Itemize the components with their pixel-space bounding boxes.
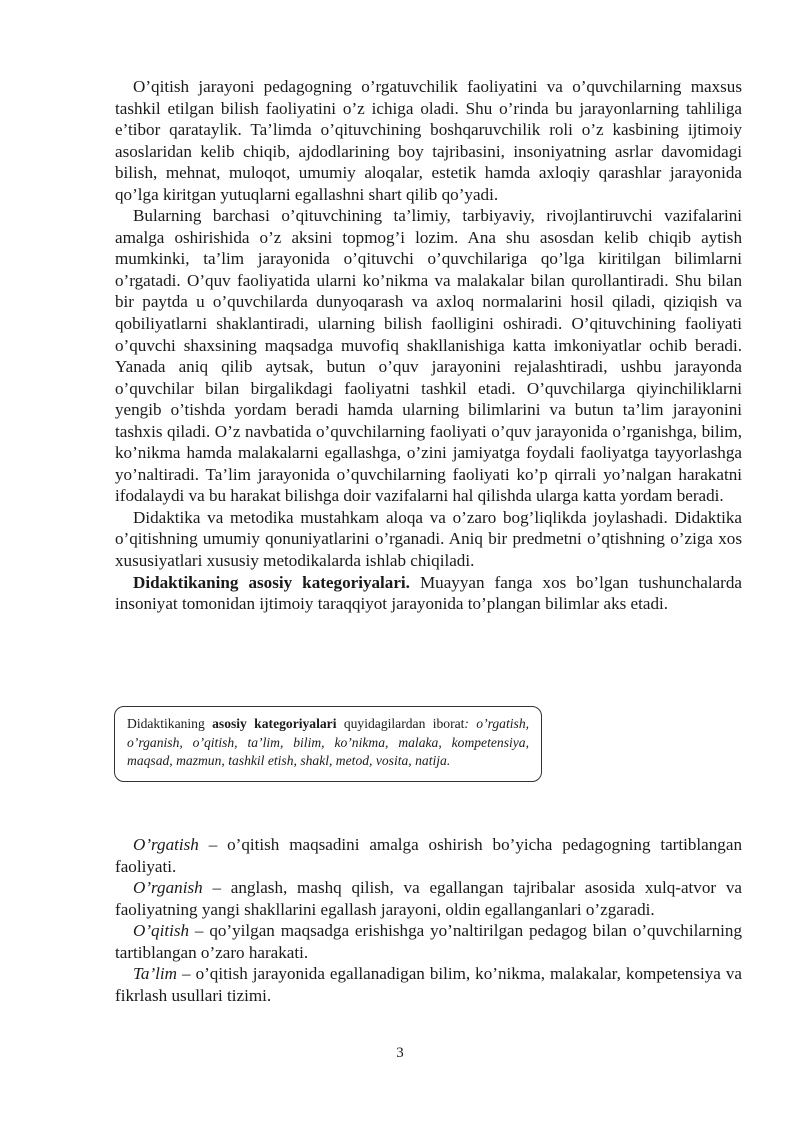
definition-text: – o’qitish maqsadini amalga oshirish bo’yicha pedagogning tartiblangan faoliyati. <box>115 835 742 876</box>
definition-item <box>115 920 742 963</box>
callout-colon: : <box>464 716 469 731</box>
definition-item <box>115 877 742 920</box>
section-text: Muayyan fanga xos bo’lgan tushunchalarda insoniyat tomonidan ijtimoiy taraqqiyot jarayonida to’plangan bilimlar aks etadi. <box>115 572 742 614</box>
body-text <box>115 76 742 615</box>
callout-bold-term: asosiy kategoriyalari <box>212 716 337 731</box>
section-heading: Didaktikaning asosiy kategoriyalari. <box>133 572 410 592</box>
categories-callout-box <box>114 706 542 782</box>
definition-term: Ta’lim <box>133 964 178 983</box>
definitions-list <box>115 834 742 1006</box>
definition-item <box>115 963 742 1006</box>
paragraph-2: Bularning barchasi o’qituvchining ta’limiy, tarbiyaviy, rivojlantiruvchi vazifalarini amalga oshirishida o’z aksini topmog’i lozim. Ana shu asosdan kelib chiqib aytish mumkinki, ta’lim jarayonida o’qituvchi o’quvchilariga qo’lga kiritilgan bilimlarni o’rgatadi. O’quv faoliyatida ularni ko’nikma va malakalar bilan qurollantiradi. Shu bilan bir paytda u o’quvchilarda dunyoqarash va axloq normalarini hosil qiladi, qiziqish va qobiliyatlarni shaklantiradi, ularning bilish faolligini oshiradi. O’qituvchining faoliyati o’quvchi shaxsining maqsadga muvofiq shakllanishiga katta imkoniyatlar ochib beradi. Yanada aniq qilib aytsak, butun o’quv jarayonini rejalashtiradi, ushbu jarayonda o’quvchilar bilan birgalikdagi faoliyatni tashkil etadi. O’quvchilarga qiyinchiliklarni yengib o’tishda yordam beradi hamda ularning bilimlarini va butun ta’lim jarayonini tashxis qiladi. O’z navbatida o’quvchilarning faoliyati o’quv jarayonida o’rganishga, bilim, ko’nikma hamda malakalarni egallashga, o’zini jamiyatga foydali faoliyatga tayyorlashga yo’naltiradi. Ta’lim jarayonida o’quvchilarning faoliyati ko’p qirrali yo’nalgan harakatni ifodalaydi va bu harakat bilishga doir vazifalarni hal qilishda ularga katta yordam beradi. <box>115 206 742 506</box>
callout-lead: Didaktikaning <box>127 716 213 731</box>
definition-term: O’qitish <box>133 921 190 940</box>
definition-text: – o’qitish jarayonida egallanadigan bilim, ko’nikma, malakalar, kompetensiya va fikrlash usullari tizimi. <box>115 964 742 1005</box>
page-number: 3 <box>396 1045 404 1061</box>
definition-text: – anglash, mashq qilish, va egallangan tajribalar asosida xulq-atvor va faoliyatning yangi shakllarini egallash jarayoni, oldin egallanganlari o’zgaradi. <box>115 878 742 919</box>
callout-category-list: o’rgatish, o’rganish, o’qitish, ta’lim, bilim, ko’nikma, malaka, kompetensiya, maqsad, mazmun, tashkil etish, shakl, metod, vosita, natija. <box>127 716 530 769</box>
definition-term: O’rgatish <box>133 835 199 854</box>
callout-tail: quyidagilardan iborat <box>336 716 465 731</box>
definition-item <box>115 834 742 877</box>
section-paragraph <box>115 572 742 615</box>
definition-term: O’rganish <box>133 878 203 897</box>
paragraph-3: Didaktika va metodika mustahkam aloqa va o’zaro bog’liqlikda joylashadi. Didaktika o’qitishning umumiy qonuniyatlarini o’rganadi. Aniq bir predmetni o’qtishning o’ziga xos xususiyatlari xususiy metodikalarda ishlab chiqiladi. <box>115 507 742 571</box>
paragraph-1: O’qitish jarayoni pedagogning o’rgatuvchilik faoliyatini va o’quvchilarning maxsus tashkil etilgan bilish faoliyatini o’z ichiga oladi. Shu o’rinda bu jarayonlarning tahliliga e’tibor qarataylik. Ta’limda o’qituvchining boshqaruvchilik roli o’z kasbining ijtimoiy asoslaridan kelib chiqib, ajdodlarining boy tajribasini, insoniyatning asrlar davomidagi bilish, mehnat, muloqot, umumiy aloqalar, estetik hamda axloqiy qarashlar jarayonida qo’lga kiritgan yutuqlarni egallashni shart qilib qo’yadi. <box>115 77 742 204</box>
definition-text: – qo’yilgan maqsadga erishishga yo’naltirilgan pedagog bilan o’quvchilarning tartiblangan o’zaro harakati. <box>115 921 742 962</box>
